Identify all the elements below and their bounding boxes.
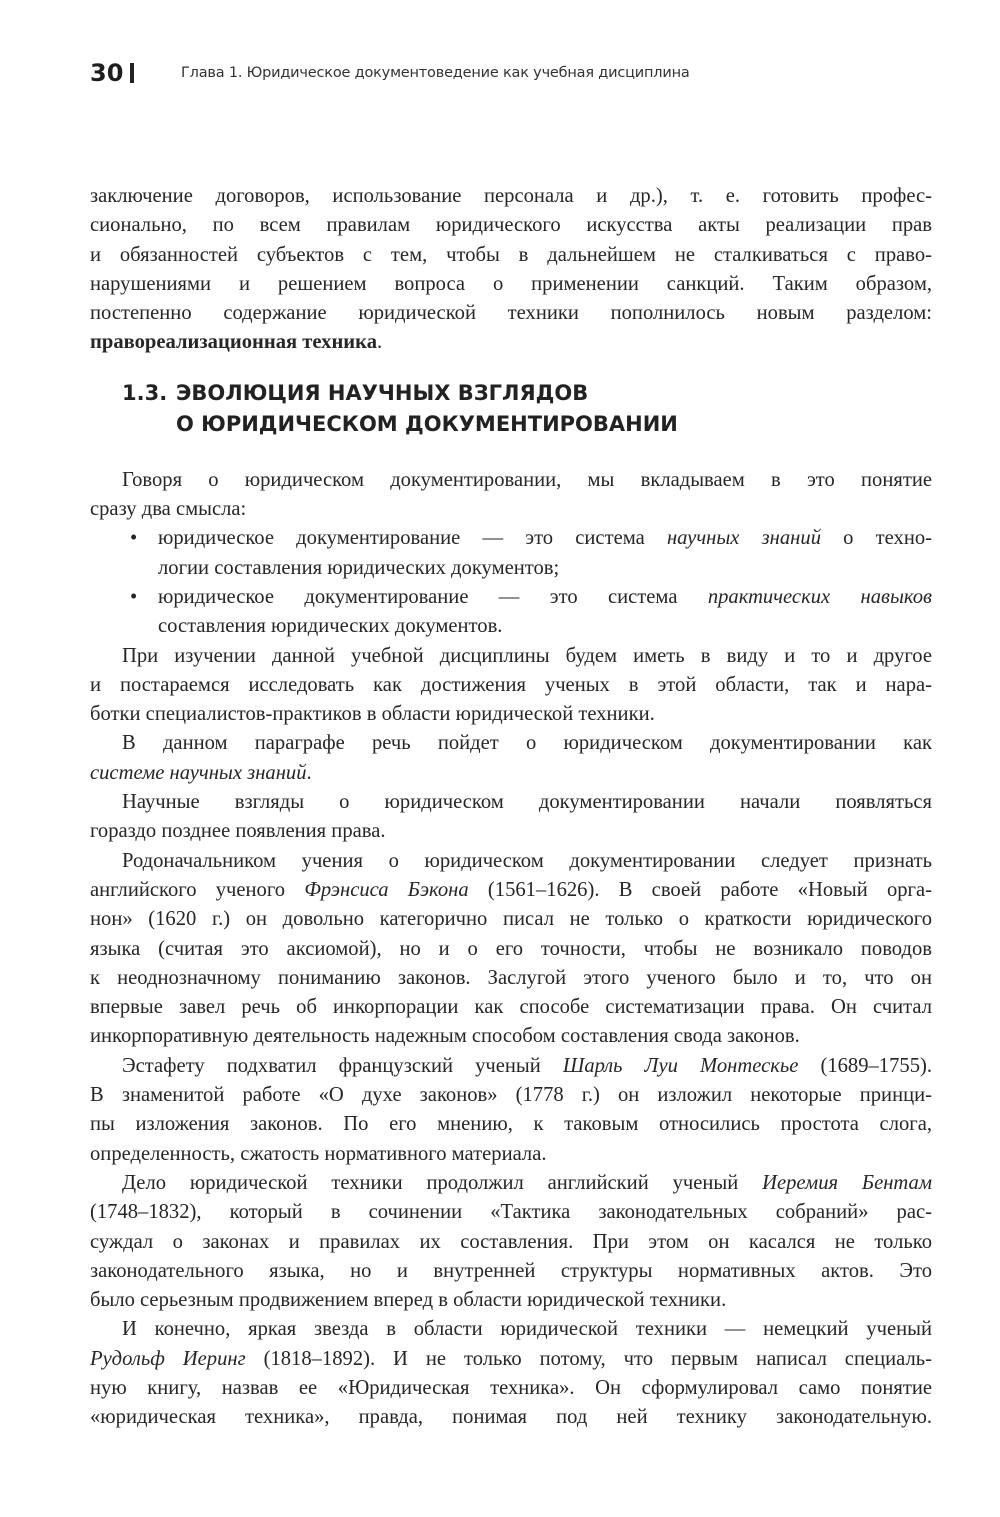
text-span: Эстафету подхватил французский ученый [122, 1054, 563, 1077]
text-line [90, 1081, 932, 1110]
text-span: постепенно содержание юридической техники пополнилось новым разделом: [90, 302, 932, 325]
paragraph [90, 847, 932, 1052]
text-line [90, 1374, 932, 1403]
running-header [90, 58, 690, 88]
text-line [90, 182, 932, 211]
text-line [90, 1052, 932, 1081]
text-line [90, 935, 932, 964]
page-number: 30 [90, 59, 124, 87]
text-span: нарушениями и решением вопроса о применении санкций. Таким образом, [90, 272, 932, 295]
text-line [158, 612, 932, 641]
paragraph [90, 788, 932, 847]
text-span: языка (считая это аксиомой), но и о его точности, чтобы не возникало поводов [90, 937, 932, 960]
page-body [90, 182, 932, 1433]
text-after-heading [90, 466, 932, 1433]
header-divider [130, 63, 134, 83]
text-line [90, 642, 932, 671]
text-line [90, 876, 932, 905]
text-span: определенность, сжатость нормативного материала. [90, 1142, 547, 1165]
text-span: При изучении данной учебной дисциплины будем иметь в виду и то и другое [122, 644, 932, 667]
text-line [90, 1345, 932, 1374]
text-span: заключение договоров, использование персонала и др.), т. е. готовить профес- [90, 185, 932, 207]
text-span: законодательного языка, но и внутренней структуры нормативных актов. Это [90, 1259, 932, 1282]
text-line [90, 671, 932, 700]
text-line [158, 583, 932, 612]
text-span: и постараемся исследовать как достижения ученых в этой области, так и нара- [90, 673, 932, 696]
italic-text: практических навыков [707, 585, 932, 608]
text-line [90, 1022, 932, 1051]
text-line [90, 788, 932, 817]
text-line [90, 270, 932, 299]
text-span: Научные взгляды о юридическом документировании начали появляться [122, 791, 932, 814]
paragraph [90, 182, 932, 358]
section-title-line: ЭВОЛЮЦИЯ НАУЧНЫХ ВЗГЛЯДОВ [176, 380, 589, 405]
text-span: ную книгу, назвав ее «Юридическая техника». Он сформулировал само понятие [90, 1376, 932, 1399]
text-span: юридическое документирование — это система [158, 585, 708, 608]
text-span: сразу два смысла: [90, 498, 247, 521]
italic-text: Фрэнсиса Бэкона [304, 878, 469, 901]
text-span: гораздо позднее появления права. [90, 820, 386, 843]
text-line [90, 700, 932, 729]
text-span: (1561–1626). В своей работе «Новый орга- [468, 878, 932, 901]
text-line [90, 328, 932, 357]
section-heading [122, 378, 932, 440]
text-span: (1818–1892). И не только потому, что первым написал специаль- [245, 1347, 932, 1370]
text-span: нон» (1620 г.) он довольно категорично писал не только о краткости юридического [90, 908, 932, 931]
text-line [90, 495, 932, 524]
text-span: «юридическая техника», правда, понимая под ней технику законодательную. [90, 1406, 932, 1429]
italic-text: системе научных знаний [90, 761, 307, 784]
text-span: сионально, по всем правилам юридического искусства акты реализации прав [90, 214, 932, 237]
paragraph [90, 642, 932, 730]
text-span: и обязанностей субъектов с тем, чтобы в дальнейшем не сталкиваться с право- [90, 243, 932, 266]
text-span: было серьезным продвижением вперед в области юридической техники. [90, 1289, 727, 1312]
text-line [90, 759, 932, 788]
text-span: (1748–1832), который в сочинении «Тактика законодательных собраний» рас- [90, 1201, 932, 1224]
text-line [90, 1169, 932, 1198]
paragraph [90, 1052, 932, 1169]
text-span: пы изложения законов. По его мнению, к таковым относились простота слога, [90, 1113, 932, 1136]
text-span: к неоднозначному пониманию законов. Заслугой этого ученого было и то, что он [90, 966, 932, 989]
text-span: о техно- [821, 527, 932, 550]
text-before-heading [90, 182, 932, 358]
text-line [90, 817, 932, 846]
section-title-line: О ЮРИДИЧЕСКОМ ДОКУМЕНТИРОВАНИИ [176, 411, 678, 436]
paragraph [90, 729, 932, 788]
text-line [90, 905, 932, 934]
text-span: Говоря о юридическом документировании, мы вкладываем в это понятие [122, 468, 932, 491]
bullet-marker: • [130, 585, 138, 608]
paragraph [90, 1169, 932, 1315]
text-line [90, 847, 932, 876]
text-span: составления юридических документов. [158, 615, 503, 638]
text-line [90, 241, 932, 270]
bold-text: правореализационная техника [90, 331, 378, 354]
text-line [90, 964, 932, 993]
text-span: . [377, 331, 383, 354]
italic-text: Шарль Луи Монтескье [562, 1054, 799, 1077]
paragraph [90, 466, 932, 525]
text-span: В данном параграфе речь пойдет о юридическом документировании как [122, 732, 932, 755]
italic-text: Иеремия Бентам [762, 1171, 932, 1194]
text-line [90, 1286, 932, 1315]
text-span: инкорпоративную деятельность надежным способом составления свода законов. [90, 1025, 800, 1048]
bullet-item [90, 583, 932, 642]
text-span: Родоначальником учения о юридическом документировании следует признать [122, 849, 932, 872]
italic-text: научных знаний [666, 527, 821, 550]
text-span: юридическое документирование — это система [158, 527, 667, 550]
text-span: (1689–1755). [798, 1054, 932, 1077]
text-span: английского ученого [90, 878, 305, 901]
text-line [90, 211, 932, 240]
text-line [90, 1315, 932, 1344]
text-span: ботки специалистов-практиков в области юридической техники. [90, 703, 655, 726]
text-span: В знаменитой работе «О духе законов» (1778 г.) он изложил некоторые принци- [90, 1084, 932, 1107]
section-number: 1.3. [122, 380, 168, 405]
paragraph [90, 1315, 932, 1432]
text-line [90, 993, 932, 1022]
text-line [90, 1257, 932, 1286]
text-span: И конечно, яркая звезда в области юридической техники — немецкий ученый [122, 1318, 932, 1341]
running-title: Глава 1. Юридическое документоведение как учебная дисциплина [181, 65, 690, 81]
bullet-item [90, 524, 932, 583]
text-line [90, 299, 932, 328]
text-line [90, 1110, 932, 1139]
text-line [90, 1403, 932, 1432]
text-line [90, 466, 932, 495]
italic-text: Рудольф Иеринг [90, 1347, 246, 1370]
text-span: . [306, 761, 312, 784]
text-line [158, 524, 932, 553]
text-span: Дело юридической техники продолжил английский ученый [122, 1171, 763, 1194]
text-line [90, 1228, 932, 1257]
text-line [90, 1198, 932, 1227]
text-line [158, 554, 932, 583]
text-span: впервые завел речь об инкорпорации как способе систематизации права. Он считал [90, 996, 932, 1019]
text-span: логии составления юридических документов; [158, 556, 560, 579]
bullet-marker: • [130, 527, 138, 550]
text-line [90, 1140, 932, 1169]
text-line [90, 729, 932, 758]
text-span: суждал о законах и правилах их составления. При этом он касался не только [90, 1230, 932, 1253]
